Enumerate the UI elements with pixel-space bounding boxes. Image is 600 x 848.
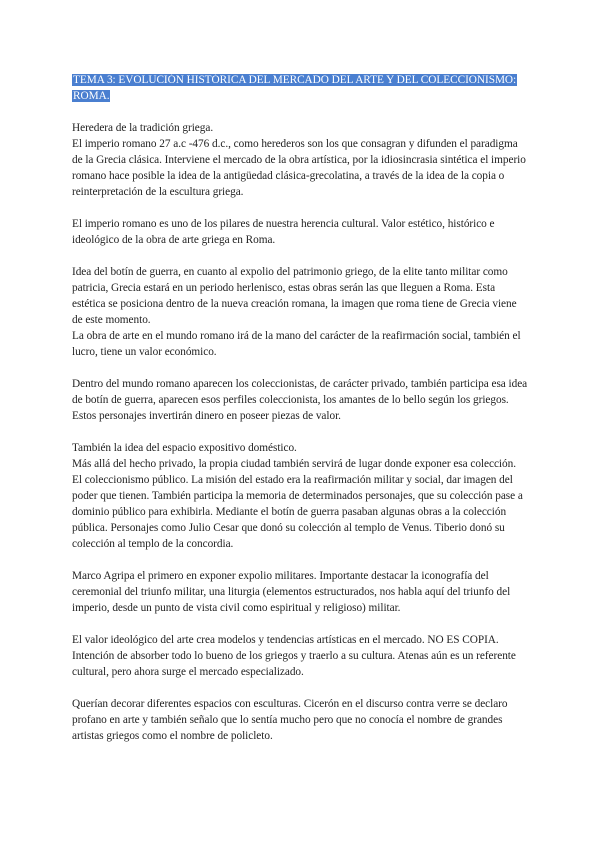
- paragraph-line: También la idea del espacio expositivo doméstico.: [72, 442, 297, 454]
- paragraph-line: Intención de absorber todo lo bueno de los griegos y traerlo a su cultura. Atenas aún es un referente cultural, pero ahora surge el mercado especializado.: [72, 650, 516, 678]
- paragraph-line: Idea del botín de guerra, en cuanto al expolio del patrimonio griego, de la elite tanto militar como patricia, Grecia estará en un periodo herlenisco, estas obras serán las que lleguen a Roma. Esta estética se posiciona dentro de la nueva creación romana, la imagen que roma tiene de Grecia viene de este momento.: [72, 266, 517, 326]
- paragraph-7: [72, 632, 528, 680]
- document-body: [72, 72, 528, 760]
- paragraph-line: Heredera de la tradición griega.: [72, 122, 214, 134]
- paragraph-4: [72, 376, 528, 424]
- paragraph-1: [72, 120, 528, 200]
- paragraph-line: El imperio romano es uno de los pilares de nuestra herencia cultural. Valor estético, histórico e ideológico de la obra de arte griega en Roma.: [72, 218, 495, 246]
- paragraph-line: Marco Agripa el primero en exponer expolio militares. Importante destacar la iconografía del ceremonial del triunfo militar, una liturgia (elementos estructurados, nos habla aquí del triunfo del imperio, desde un punto de vista civil como espiritual y religioso) militar.: [72, 570, 511, 614]
- paragraph-line: Más allá del hecho privado, la propia ciudad también servirá de lugar donde exponer esa colección. El coleccionismo público. La misión del estado era la reafirmación militar y social, dar imagen del poder que tienen. También participa la memoria de determinados personajes, que su colección pase a dominio público para exhibirla. Mediante el botín de guerra pasaban algunas obras a la colección pública. Personajes como Julio Cesar que donó su colección al templo de Venus. Tiberio donó su colección al templo de la concordia.: [72, 458, 523, 550]
- paragraph-line: Dentro del mundo romano aparecen los coleccionistas, de carácter privado, también participa esa idea de botín de guerra, aparecen esos perfiles coleccionista, los amantes de lo bello según los griegos. Estos personajes invertirán dinero en poseer piezas de valor.: [72, 378, 528, 422]
- paragraph-line: El imperio romano 27 a.c -476 d.c., como herederos son los que consagran y difunden el paradigma de la Grecia clásica. Interviene el mercado de la obra artística, por la idiosincrasia sintética el imperio romano hace posible la idea de la antigüedad clásica-grecolatina, a través de la idea de la copia o reinterpretación de la escultura griega.: [72, 138, 526, 198]
- paragraph-8: [72, 696, 528, 744]
- paragraph-line: El valor ideológico del arte crea modelos y tendencias artísticas en el mercado. NO ES COPIA.: [72, 634, 499, 646]
- paragraph-3: [72, 264, 528, 360]
- document-title-text: TEMA 3: EVOLUCIÓN HISTÓRICA DEL MERCADO DEL ARTE Y DEL COLECCIONISMO: ROMA.: [73, 74, 517, 102]
- paragraph-line: La obra de arte en el mundo romano irá de la mano del carácter de la reafirmación social, también el lucro, tiene un valor económico.: [72, 330, 521, 358]
- paragraph-line: Querían decorar diferentes espacios con esculturas. Cicerón en el discurso contra verre se declaro profano en arte y también señalo que lo sentía mucho pero que no conocía el nombre de grandes artistas griegos como el nombre de policleto.: [72, 698, 508, 742]
- paragraph-2: [72, 216, 528, 248]
- document-title[interactable]: [72, 72, 528, 104]
- paragraph-5: [72, 440, 528, 552]
- paragraph-6: [72, 568, 528, 616]
